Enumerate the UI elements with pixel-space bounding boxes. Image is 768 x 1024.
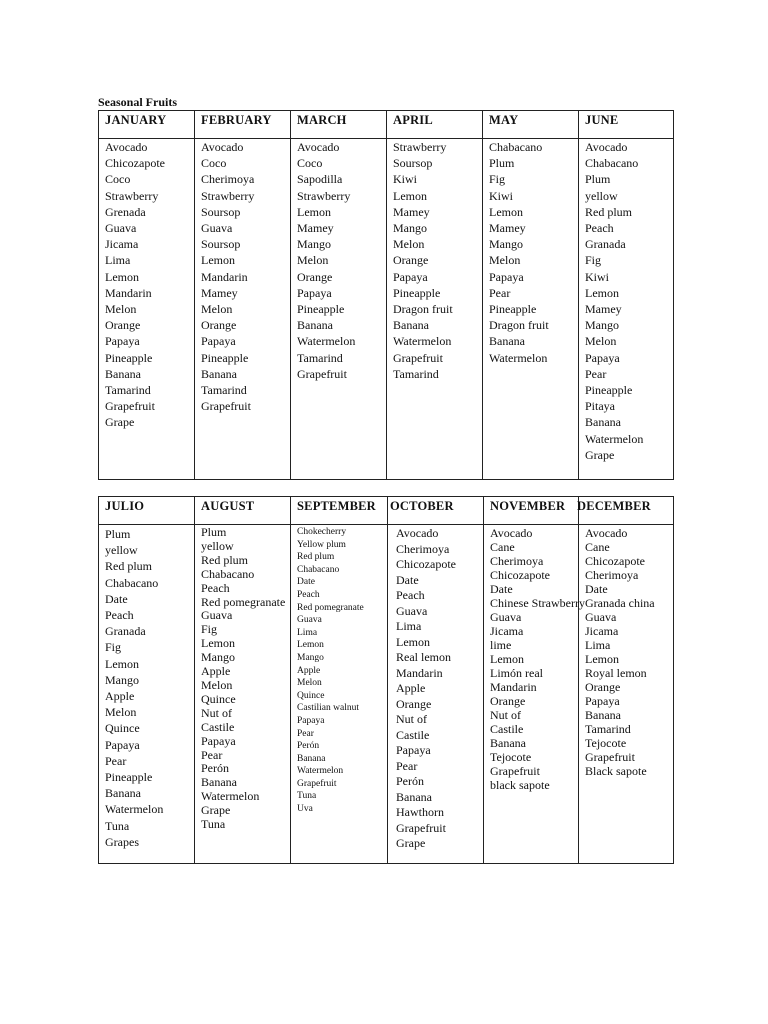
fruit-item: Apple bbox=[201, 664, 231, 679]
fruit-item: Uva bbox=[297, 804, 313, 815]
fruit-item: Jicama bbox=[105, 237, 139, 252]
fruit-item: Strawberry bbox=[393, 140, 447, 154]
fruit-item: Orange bbox=[585, 680, 621, 694]
fruit-item: Guava bbox=[585, 610, 617, 624]
fruit-item: Orange bbox=[105, 318, 141, 333]
fruit-item: Mandarin bbox=[490, 680, 537, 694]
fruit-item: Grape bbox=[105, 415, 135, 430]
fruit-item: Lima bbox=[396, 619, 422, 633]
fruit-item: Castile bbox=[490, 722, 524, 736]
fruit-item: Melon bbox=[105, 705, 137, 720]
fruit-item: Orange bbox=[393, 253, 429, 268]
fruit-item: Orange bbox=[297, 269, 333, 284]
fruit-item: Grapes bbox=[105, 834, 139, 849]
fruit-item: Plum bbox=[201, 525, 227, 539]
fruit-item: Perón bbox=[201, 761, 229, 776]
fruit-item: Watermelon bbox=[105, 802, 164, 817]
fruit-item: Pear bbox=[297, 728, 314, 739]
fruit-item: Perón bbox=[396, 774, 424, 788]
table-body-row bbox=[99, 139, 674, 480]
fruit-item: Chabacano bbox=[105, 575, 159, 590]
month-column-october bbox=[388, 525, 484, 864]
fruit-item: Avocado bbox=[201, 140, 244, 154]
fruit-item: Papaya bbox=[393, 269, 428, 284]
fruit-item: Melon bbox=[393, 237, 425, 252]
fruit-item: Chabacano bbox=[201, 566, 255, 581]
fruit-item: Real lemon bbox=[396, 650, 451, 664]
fruit-item: Kiwi bbox=[585, 269, 609, 284]
month-header-october bbox=[388, 497, 484, 525]
fruit-item: Jicama bbox=[490, 624, 524, 638]
fruit-item: Granada bbox=[105, 624, 146, 639]
fruit-item: Lemon bbox=[585, 652, 619, 666]
fruit-item: Lemon bbox=[105, 269, 139, 284]
month-column-september bbox=[291, 525, 388, 864]
fruit-item: Lemon bbox=[201, 636, 235, 651]
fruit-item: Guava bbox=[201, 608, 233, 623]
month-header-may: MAY bbox=[483, 111, 579, 139]
fruit-item: Pineapple bbox=[585, 383, 633, 398]
fruit-item: Pear bbox=[201, 747, 223, 762]
fruit-item: Cane bbox=[585, 540, 610, 554]
fruit-item: Pitaya bbox=[585, 399, 615, 414]
fruit-item: Lemon bbox=[201, 253, 235, 268]
fruit-item: Grapefruit bbox=[297, 778, 337, 789]
fruit-item: yellow bbox=[105, 543, 138, 558]
fruit-item: Grapefruit bbox=[393, 350, 443, 365]
fruit-item: Avocado bbox=[585, 140, 628, 154]
fruit-item: Pineapple bbox=[201, 350, 249, 365]
fruit-item: Red plum bbox=[105, 559, 152, 574]
fruit-item: Tuna bbox=[105, 818, 130, 833]
fruit-item: Guava bbox=[201, 221, 233, 236]
fruit-item: Chicozapote bbox=[105, 156, 165, 171]
fruit-item: Papaya bbox=[105, 334, 140, 349]
fruit-item: Lima bbox=[105, 253, 131, 268]
month-header-november: NOVEMBER bbox=[484, 497, 579, 525]
fruit-item: Cane bbox=[490, 540, 515, 554]
fruit-item: Tuna bbox=[297, 791, 317, 802]
fruit-item: Pear bbox=[585, 366, 607, 381]
fruit-item: Date bbox=[297, 577, 315, 588]
fruit-item: Papaya bbox=[396, 743, 431, 757]
fruit-item: Lemon bbox=[490, 652, 524, 666]
fruit-item: Mamey bbox=[489, 221, 526, 236]
fruit-item: Strawberry bbox=[105, 188, 159, 203]
month-header-august: AUGUST bbox=[195, 497, 291, 525]
fruit-item: lime bbox=[490, 638, 512, 652]
fruit-item: Cherimoya bbox=[396, 541, 450, 556]
month-header-february: FEBRUARY bbox=[195, 111, 291, 139]
fruit-item: Melon bbox=[585, 334, 617, 349]
month-column-june bbox=[579, 139, 674, 480]
fruit-item: Granada bbox=[585, 237, 626, 252]
fruit-item: Tejocote bbox=[490, 750, 532, 764]
fruit-item: Pineapple bbox=[105, 350, 153, 365]
fruit-item: Lemon bbox=[585, 285, 619, 300]
fruit-item: Apple bbox=[297, 665, 321, 676]
fruit-item: Orange bbox=[201, 318, 237, 333]
fruit-item: Perón bbox=[297, 741, 320, 752]
fruit-item: Plum bbox=[105, 527, 131, 541]
month-header-september: SEPTEMBER bbox=[291, 497, 388, 525]
fruit-item: Date bbox=[396, 572, 419, 587]
fruit-item: Pineapple bbox=[393, 285, 441, 300]
fruit-item: Banana bbox=[585, 415, 621, 430]
fruit-item: Tamarind bbox=[585, 722, 631, 736]
fruit-item: Red plum bbox=[585, 204, 632, 219]
fruit-item: Kiwi bbox=[489, 188, 513, 203]
fruit-item: Royal lemon bbox=[585, 666, 647, 680]
month-column-julio bbox=[99, 525, 195, 864]
month-header-december-label: DECEMBER bbox=[577, 499, 651, 513]
fruit-item: Pineapple bbox=[489, 302, 537, 317]
fruit-item: Coco bbox=[297, 156, 323, 171]
month-header-january: JANUARY bbox=[99, 111, 195, 139]
fruit-item: Lemon bbox=[393, 188, 427, 203]
fruit-item: Tamarind bbox=[201, 383, 247, 398]
fruit-item: Papaya bbox=[201, 334, 236, 349]
fruit-item: Peach bbox=[201, 580, 230, 595]
fruit-item: Nut of bbox=[490, 708, 521, 722]
fruit-item: Grapefruit bbox=[297, 366, 347, 381]
fruit-item: Melon bbox=[297, 678, 322, 689]
fruit-item: Grapefruit bbox=[490, 764, 540, 778]
fruit-item: Hawthorn bbox=[396, 805, 444, 819]
fruit-item: Grape bbox=[585, 447, 615, 462]
fruit-item: Nut of bbox=[201, 705, 232, 720]
fruit-item: Pear bbox=[489, 285, 511, 300]
fruit-item: Banana bbox=[105, 366, 141, 381]
fruit-item: Melon bbox=[201, 677, 233, 692]
month-column-august bbox=[195, 525, 291, 864]
fruit-item: Lima bbox=[297, 627, 318, 638]
fruit-item: Papaya bbox=[297, 285, 332, 300]
table-header-row bbox=[99, 497, 674, 525]
fruit-item: Chokecherry bbox=[297, 527, 347, 537]
fruit-item: Soursop bbox=[201, 204, 241, 219]
fruit-item: Watermelon bbox=[297, 766, 344, 777]
fruit-item: Tuna bbox=[201, 817, 226, 832]
fruit-item: Limón real bbox=[490, 666, 543, 680]
seasonal-fruits-table-jul-dec bbox=[98, 496, 674, 864]
fruit-item: Date bbox=[490, 582, 513, 596]
fruit-item: Avocado bbox=[490, 526, 533, 540]
month-column-november bbox=[484, 525, 585, 864]
fruit-item: Papaya bbox=[489, 269, 524, 284]
fruit-item: Sapodilla bbox=[297, 172, 343, 187]
fruit-item: Plum bbox=[489, 156, 515, 171]
month-header-june: JUNE bbox=[579, 111, 674, 139]
fruit-item: Guava bbox=[105, 221, 137, 236]
fruit-item: Pear bbox=[396, 758, 418, 773]
table-header-row bbox=[99, 111, 674, 139]
fruit-item: Papaya bbox=[585, 350, 620, 365]
fruit-item: Mango bbox=[393, 221, 427, 236]
fruit-item: Chicozapote bbox=[490, 568, 550, 582]
fruit-item: Lemon bbox=[489, 204, 523, 219]
fruit-item: Fig bbox=[585, 253, 602, 268]
fruit-item: Black sapote bbox=[585, 764, 647, 778]
fruit-item: Grapefruit bbox=[201, 399, 251, 414]
fruit-item: Peach bbox=[297, 589, 320, 600]
document-title: Seasonal Fruits bbox=[98, 95, 178, 109]
fruit-item: Avocado bbox=[585, 526, 628, 540]
fruit-item: Peach bbox=[396, 588, 425, 602]
fruit-item: Watermelon bbox=[489, 350, 548, 365]
fruit-item: Apple bbox=[396, 681, 426, 695]
fruit-item: Cherimoya bbox=[585, 568, 639, 582]
fruit-item: Melon bbox=[489, 253, 521, 268]
fruit-item: Pineapple bbox=[297, 302, 345, 317]
fruit-item: Melon bbox=[201, 302, 233, 317]
fruit-item: Grape bbox=[396, 836, 426, 850]
fruit-item: Papaya bbox=[201, 733, 236, 748]
fruit-item: Pear bbox=[105, 753, 127, 768]
fruit-item: Dragon fruit bbox=[393, 302, 453, 317]
fruit-item: Banana bbox=[490, 736, 526, 750]
fruit-item: Cherimoya bbox=[201, 172, 255, 187]
fruit-item: Banana bbox=[585, 708, 621, 722]
fruit-item: Soursop bbox=[201, 237, 241, 252]
fruit-item: Tamarind bbox=[297, 350, 343, 365]
fruit-item: Strawberry bbox=[297, 188, 351, 203]
fruit-item: Mamey bbox=[393, 204, 430, 219]
fruit-item: Lemon bbox=[297, 204, 331, 219]
fruit-item: Avocado bbox=[105, 140, 148, 154]
fruit-item: Mango bbox=[297, 652, 324, 663]
fruit-item: Chicozapote bbox=[585, 554, 645, 568]
fruit-item: Banana bbox=[297, 318, 333, 333]
month-column-december bbox=[579, 525, 674, 864]
fruit-item: Soursop bbox=[393, 156, 433, 171]
fruit-item: Mango bbox=[297, 237, 331, 252]
fruit-item: Red pomegranate bbox=[297, 602, 364, 613]
fruit-item: Fig bbox=[489, 172, 506, 187]
fruit-item: Papaya bbox=[585, 694, 620, 708]
fruit-item: Mandarin bbox=[201, 269, 248, 284]
fruit-item: Mango bbox=[585, 318, 619, 333]
month-header-october-label: OCTOBER bbox=[390, 499, 454, 513]
fruit-item: Chinese Strawberry bbox=[490, 596, 585, 610]
fruit-item: Quince bbox=[201, 691, 236, 706]
fruit-item: Fig bbox=[201, 622, 218, 637]
fruit-item: Mango bbox=[489, 237, 523, 252]
fruit-item: Chabacano bbox=[297, 564, 340, 575]
fruit-item: Watermelon bbox=[297, 334, 356, 349]
fruit-item: Melon bbox=[105, 302, 137, 317]
fruit-item: Mandarin bbox=[396, 665, 443, 680]
fruit-item: Banana bbox=[393, 318, 429, 333]
fruit-item: Tamarind bbox=[393, 366, 439, 381]
fruit-item: Granada china bbox=[585, 596, 655, 610]
fruit-item: Castile bbox=[201, 719, 235, 734]
fruit-item: Castilian walnut bbox=[297, 703, 360, 714]
fruit-item: Papaya bbox=[297, 715, 325, 726]
fruit-item: Nut of bbox=[396, 712, 427, 726]
month-header-julio: JULIO bbox=[99, 497, 195, 525]
fruit-item: Castile bbox=[396, 727, 430, 742]
month-header-march: MARCH bbox=[291, 111, 387, 139]
fruit-item: Pineapple bbox=[105, 770, 153, 785]
fruit-item: Watermelon bbox=[585, 431, 644, 446]
fruit-item: Guava bbox=[490, 610, 522, 624]
fruit-item: Tamarind bbox=[105, 383, 151, 398]
fruit-item: Banana bbox=[105, 786, 141, 801]
fruit-item: Red plum bbox=[297, 552, 335, 563]
month-header-december bbox=[579, 497, 674, 525]
fruit-item: Peach bbox=[105, 608, 134, 623]
fruit-item: Guava bbox=[396, 603, 428, 618]
fruit-item: Dragon fruit bbox=[489, 318, 549, 333]
fruit-item: Banana bbox=[201, 366, 237, 381]
fruit-item: Red plum bbox=[201, 552, 248, 567]
fruit-item: Mango bbox=[201, 650, 235, 665]
fruit-item: black sapote bbox=[490, 778, 550, 792]
month-column-february bbox=[195, 139, 291, 480]
fruit-item: Date bbox=[105, 591, 128, 606]
fruit-item: Strawberry bbox=[201, 188, 255, 203]
fruit-item: Peach bbox=[585, 221, 614, 236]
month-column-april bbox=[387, 139, 483, 480]
fruit-item: Orange bbox=[396, 696, 432, 711]
fruit-item: Papaya bbox=[105, 737, 140, 752]
fruit-item: Chabacano bbox=[489, 140, 543, 154]
fruit-item: Date bbox=[585, 582, 608, 596]
fruit-item: Grenada bbox=[105, 204, 146, 219]
fruit-item: Coco bbox=[105, 172, 131, 187]
fruit-item: Mamey bbox=[297, 221, 334, 236]
fruit-item: Chabacano bbox=[585, 156, 639, 171]
fruit-item: Lemon bbox=[396, 634, 430, 649]
fruit-item: Mamey bbox=[201, 285, 238, 300]
fruit-item: Grapefruit bbox=[105, 399, 155, 414]
fruit-item: Apple bbox=[105, 689, 135, 704]
fruit-item: Mango bbox=[105, 672, 139, 687]
fruit-item: yellow bbox=[585, 188, 618, 203]
fruit-item: Grape bbox=[201, 803, 231, 818]
fruit-item: Guava bbox=[297, 615, 322, 626]
fruit-item: Quince bbox=[105, 721, 140, 736]
fruit-item: Lima bbox=[585, 638, 611, 652]
fruit-item: Mandarin bbox=[105, 285, 152, 300]
fruit-item: Watermelon bbox=[393, 334, 452, 349]
fruit-item: Mamey bbox=[585, 302, 622, 317]
fruit-item: Banana bbox=[297, 753, 326, 764]
fruit-item: Orange bbox=[490, 694, 526, 708]
fruit-item: yellow bbox=[201, 538, 234, 553]
seasonal-fruits-table-jan-jun bbox=[98, 110, 674, 480]
fruit-item: Banana bbox=[396, 789, 432, 804]
fruit-item: Yellow plum bbox=[297, 539, 346, 550]
fruit-item: Avocado bbox=[297, 140, 340, 154]
fruit-item: Lemon bbox=[297, 640, 324, 651]
table-body-row bbox=[99, 525, 674, 864]
fruit-item: Kiwi bbox=[393, 172, 417, 187]
fruit-item: Grapefruit bbox=[396, 820, 446, 835]
fruit-item: Watermelon bbox=[201, 789, 260, 804]
fruit-item: Fig bbox=[105, 640, 122, 655]
fruit-item: Melon bbox=[297, 253, 329, 268]
fruit-item: Jicama bbox=[585, 624, 619, 638]
month-column-may bbox=[483, 139, 579, 480]
month-header-april: APRIL bbox=[387, 111, 483, 139]
month-column-march bbox=[291, 139, 387, 480]
fruit-item: Plum bbox=[585, 172, 611, 187]
fruit-item: Quince bbox=[297, 690, 325, 701]
fruit-item: Red pomegranate bbox=[201, 594, 286, 609]
fruit-item: Avocado bbox=[396, 526, 439, 540]
fruit-item: Cherimoya bbox=[490, 554, 544, 568]
fruit-item: Banana bbox=[201, 775, 237, 790]
fruit-item: Lemon bbox=[105, 656, 139, 671]
month-column-january bbox=[99, 139, 195, 480]
fruit-item: Chicozapote bbox=[396, 557, 456, 571]
fruit-item: Grapefruit bbox=[585, 750, 635, 764]
fruit-item: Banana bbox=[489, 334, 525, 349]
fruit-item: Tejocote bbox=[585, 736, 627, 750]
fruit-item: Coco bbox=[201, 156, 227, 171]
